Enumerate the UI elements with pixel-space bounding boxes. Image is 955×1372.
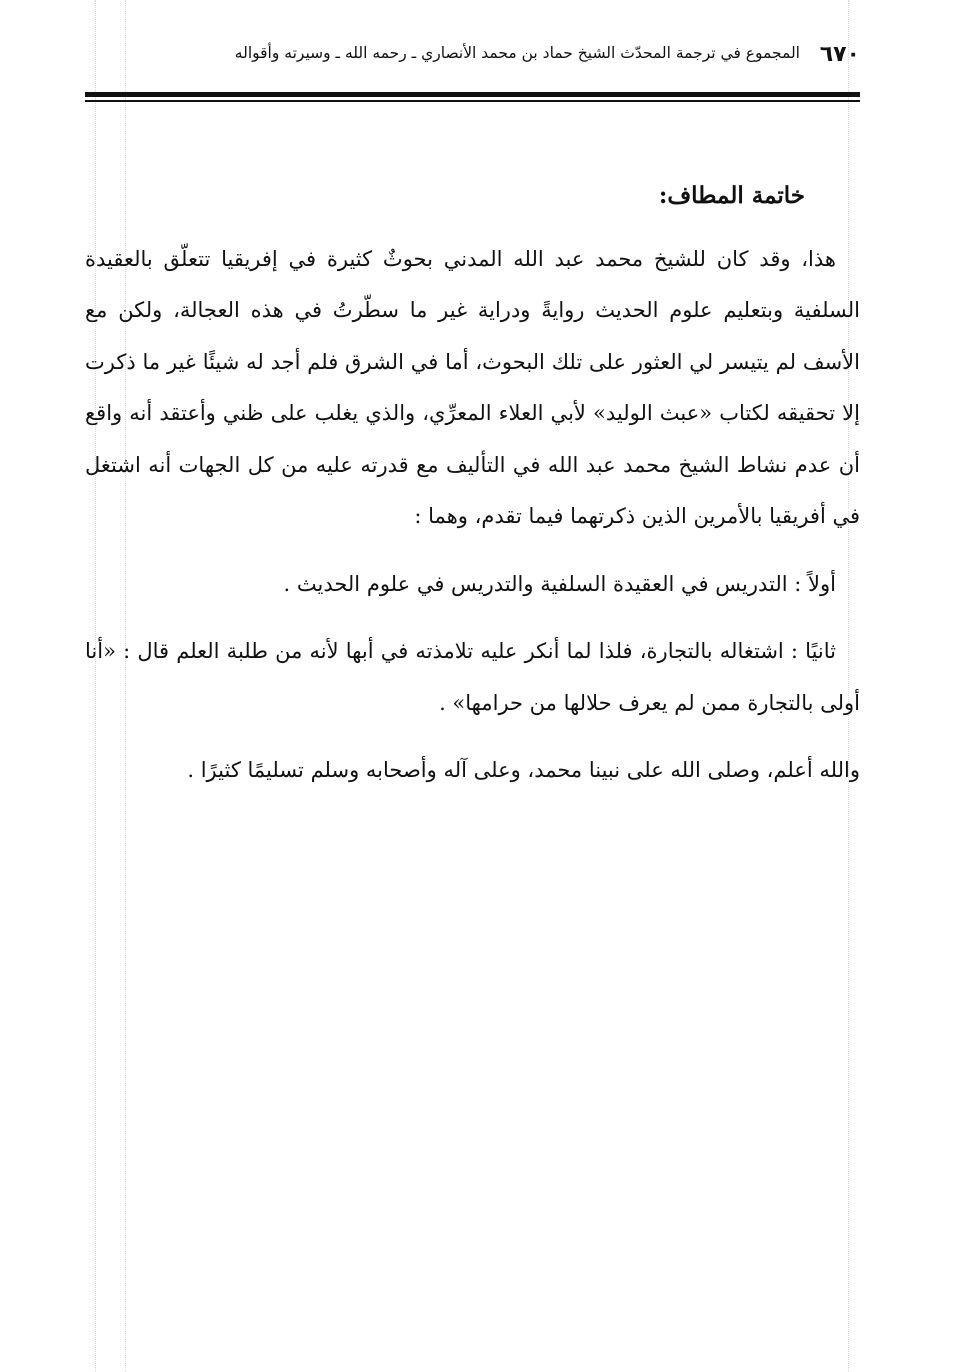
- paragraph: أولاً : التدريس في العقيدة السلفية والتدريس في علوم الحديث .: [283, 571, 836, 596]
- header-rule-thin: [85, 100, 860, 102]
- section-heading: خاتمة المطاف:: [658, 182, 805, 209]
- paragraph: والله أعلم، وصلى الله على نبينا محمد، وعلى آله وأصحابه وسلم تسليمًا كثيرًا .: [187, 758, 860, 782]
- page-header: [85, 30, 860, 90]
- main-content: [85, 170, 860, 813]
- page-number: ٦٧٠: [819, 42, 860, 67]
- paragraph: ثانيًا : اشتغاله بالتجارة، فلذا لما أنكر عليه تلامذته في أبها لأنه من طلبة العلم قال : «أنا أولى بالتجارة ممن لم يعرف حلالها من حرامها» .: [85, 639, 860, 715]
- running-title: المجموع في ترجمة المحدّث الشيخ حماد بن محمد الأنصاري ـ رحمه الله ـ وسيرته وأقواله: [234, 44, 800, 62]
- paragraph: هذا، وقد كان للشيخ محمد عبد الله المدني بحوثٌ كثيرة في إفريقيا تتعلّق بالعقيدة السلفية وبتعليم علوم الحديث روايةً ودراية غير ما سطّرتُ في هذه العجالة، ولكن مع الأسف لم يتيسر لي العثور على تلك البحوث، أما في الشرق فلم أجد له شيئًا غير ما ذكرت إلا تحقيقه لكتاب «عبث الوليد» لأبي العلاء المعرِّي، والذي يغلب على ظني وأعتقد أنه واقع أن عدم نشاط الشيخ محمد عبد الله في التأليف مع قدرته عليه من كل الجهات أنه اشتغل في أفريقيا بالأمرين الذين ذكرتهما فيما تقدم، وهما :: [85, 246, 860, 528]
- header-rule-thick: [85, 92, 860, 97]
